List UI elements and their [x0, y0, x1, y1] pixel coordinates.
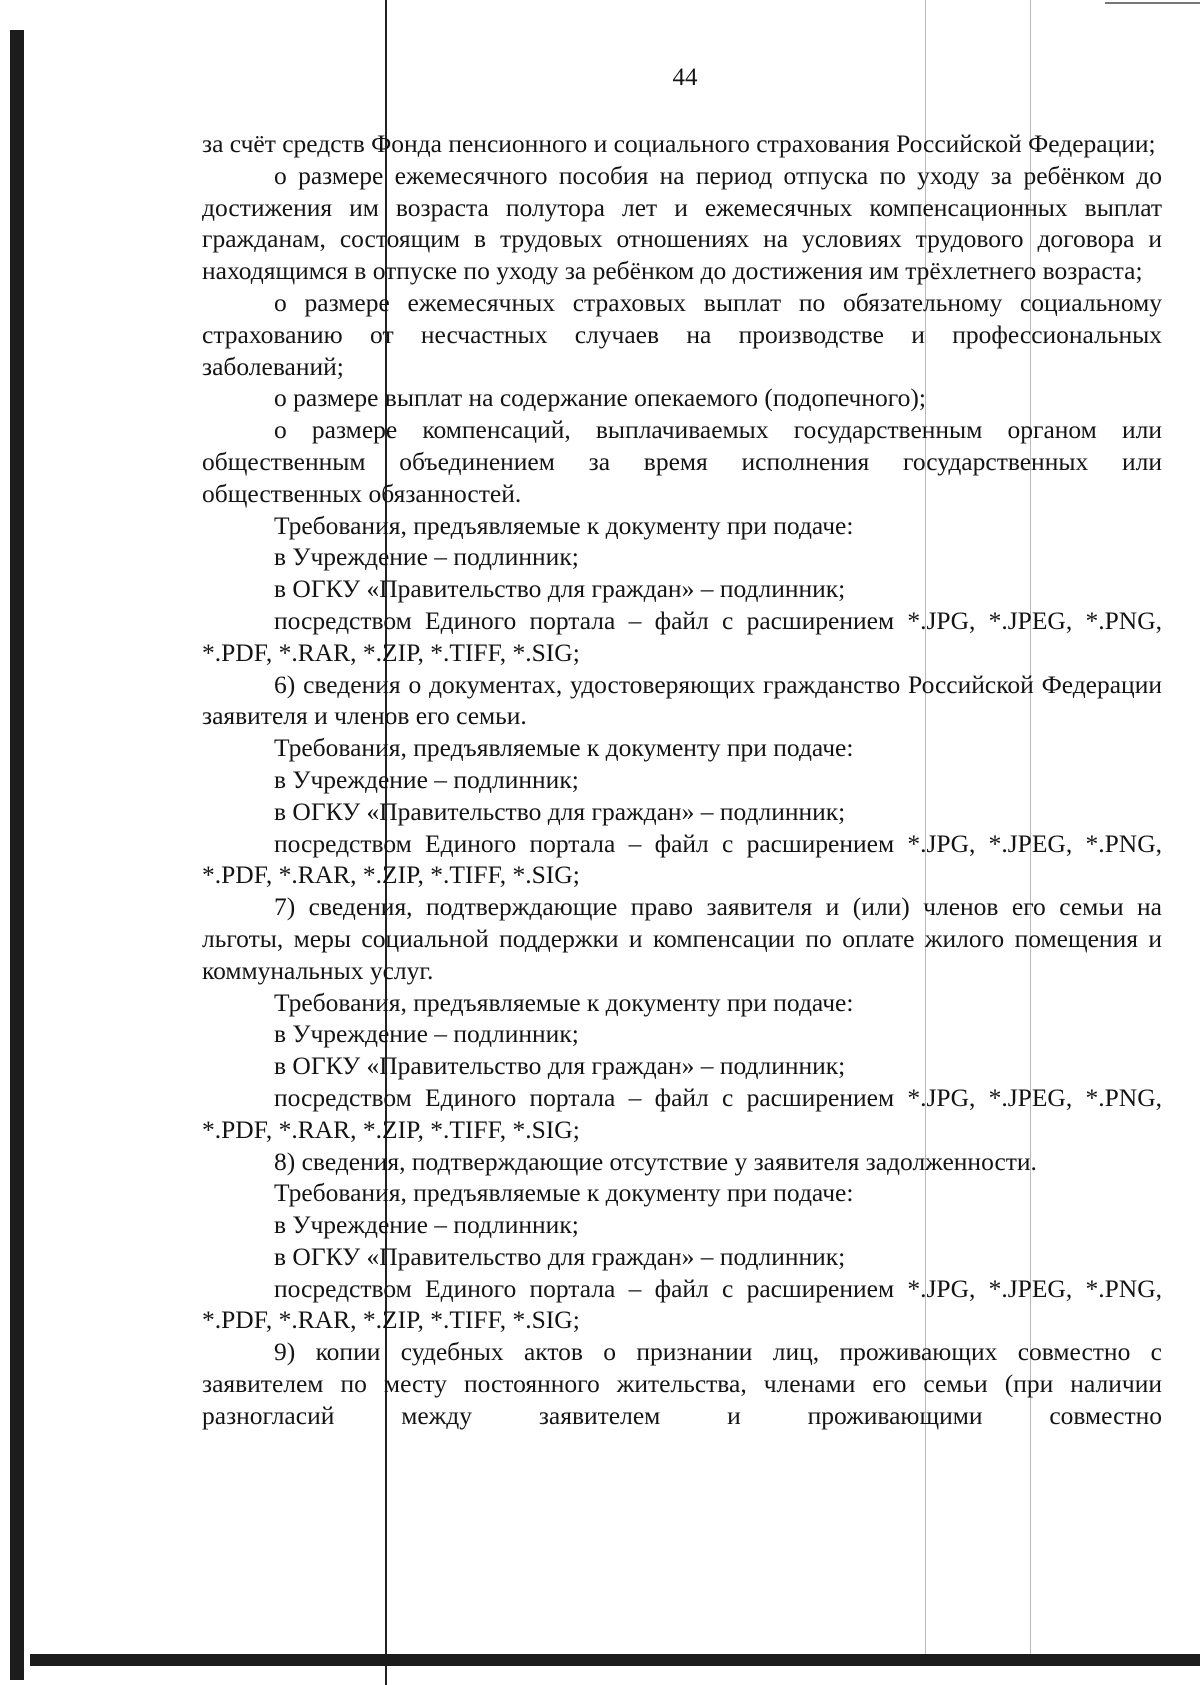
scan-edge-bottom [30, 1654, 1200, 1666]
requirement-item: в Учреждение – подлинник; [274, 542, 579, 572]
list-item: 9) копии судебных актов о признании лиц, проживающих совместно с заявителем по месту постоянного жительства, членами его семьи (при наличии разногласий между заявителем и проживающими совместно [202, 1337, 1162, 1430]
list-item: 6) сведения о документах, удостоверяющих гражданство Российской Федерации заявителя и членов его семьи. [202, 669, 1162, 731]
list-item: 8) сведения, подтверждающие отсутствие у заявителя задолженности. [274, 1146, 1037, 1176]
requirements-heading: Требования, предъявляемые к документу при подаче: [274, 510, 854, 540]
list-item: 7) сведения, подтверждающие право заявителя и (или) членов его семьи на льготы, меры социальной поддержки и компенсации по оплате жилого помещения и коммунальных услуг. [202, 892, 1162, 985]
requirement-item: в ОГКУ «Правительство для граждан» – подлинник; [274, 796, 846, 826]
requirement-item: посредством Единого портала – файл с расширением *.JPG, *.JPEG, *.PNG, *.PDF, *.RAR, *.ZIP, *.TIFF, *.SIG; [202, 1273, 1162, 1335]
requirement-item: в ОГКУ «Правительство для граждан» – подлинник; [274, 574, 846, 604]
requirements-heading: Требования, предъявляемые к документу при подаче: [274, 733, 854, 763]
requirement-item: в ОГКУ «Правительство для граждан» – подлинник; [274, 1241, 846, 1271]
requirement-item: в Учреждение – подлинник; [274, 1210, 579, 1240]
paragraph: о размере компенсаций, выплачиваемых государственным органом или общественным объединением за время исполнения государственных или общественных обязанностей. [202, 415, 1162, 508]
requirement-item: посредством Единого портала – файл с расширением *.JPG, *.JPEG, *.PNG, *.PDF, *.RAR, *.ZIP, *.TIFF, *.SIG; [202, 1082, 1162, 1144]
paragraph: о размере ежемесячных страховых выплат по обязательному социальному страхованию от несчастных случаев на производстве и профессиональных заболеваний; [202, 287, 1162, 381]
paragraph: о размере ежемесячного пособия на период отпуска по уходу за ребёнком до достижения им возраста полутора лет и ежемесячных компенсационных выплат гражданам, состоящим в трудовых отношениях на условиях трудового договора и находящимся в отпуске по уходу за ребёнком до достижения им трёхлетнего возраста; [202, 160, 1162, 286]
requirements-heading: Требования, предъявляемые к документу при подаче: [274, 1178, 854, 1208]
scan-top-rule [1105, 2, 1200, 4]
requirement-item: в Учреждение – подлинник; [274, 1019, 579, 1049]
requirement-item: в Учреждение – подлинник; [274, 764, 579, 794]
requirement-item: посредством Единого портала – файл с расширением *.JPG, *.JPEG, *.PNG, *.PDF, *.RAR, *.ZIP, *.TIFF, *.SIG; [202, 605, 1162, 667]
requirements-heading: Требования, предъявляемые к документу при подаче: [274, 987, 854, 1017]
scan-edge-left [10, 30, 24, 1680]
requirement-item: в ОГКУ «Правительство для граждан» – подлинник; [274, 1051, 846, 1081]
page-number: 44 [672, 64, 698, 91]
paragraph: о размере выплат на содержание опекаемого (подопечного); [274, 383, 926, 413]
document-body [202, 128, 1162, 1432]
requirement-item: посредством Единого портала – файл с расширением *.JPG, *.JPEG, *.PNG, *.PDF, *.RAR, *.ZIP, *.TIFF, *.SIG; [202, 828, 1162, 890]
paragraph: за счёт средств Фонда пенсионного и социального страхования Российской Федерации; [202, 129, 1156, 158]
